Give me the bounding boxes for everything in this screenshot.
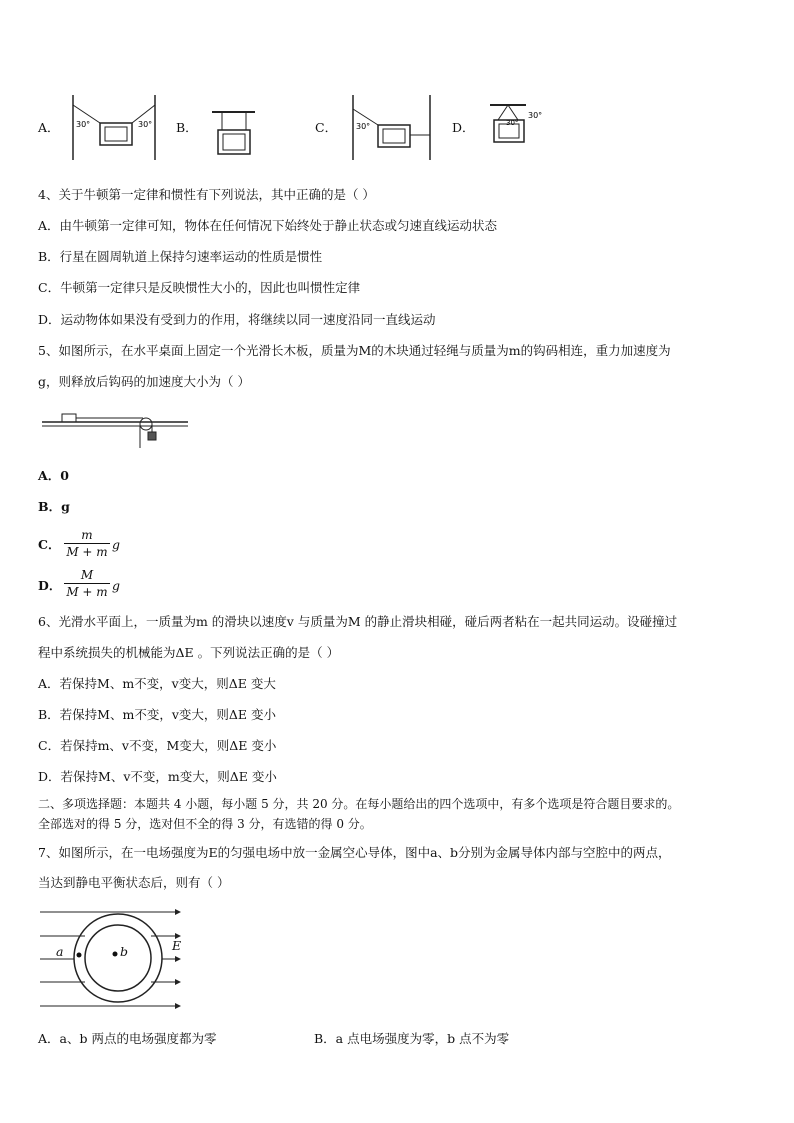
q3-option-d-label: D． <box>452 120 475 135</box>
q5-stem-line1: 5、如图所示，在水平桌面上固定一个光滑长木板，质量为M的木块通过轻绳与质量为m的钩码相连，重力加速度为 <box>38 343 671 358</box>
q5-option-d-label: D． <box>38 578 62 593</box>
q6-option-d: D．若保持M、v不变，m变大，则ΔE 变小 <box>38 769 277 784</box>
q5-option-a: A．0 <box>38 468 69 483</box>
q5-option-c-denominator: M + m <box>66 545 108 559</box>
q5-option-c-g: g <box>112 537 121 552</box>
q5-option-d-denominator: M + m <box>66 585 108 599</box>
svg-text:30°: 30° <box>76 120 91 129</box>
q5-option-d-fraction <box>64 568 110 599</box>
q7-option-b: B．a 点电场强度为零，b 点不为零 <box>314 1031 510 1046</box>
q4-option-d: D．运动物体如果没有受到力的作用，将继续以同一速度沿同一直线运动 <box>38 312 436 327</box>
q6-option-a: A．若保持M、m不变，v变大，则ΔE 变大 <box>38 676 276 691</box>
q6-option-b: B．若保持M、m不变，v变大，则ΔE 变小 <box>38 707 277 722</box>
q7-figure-label-e: E <box>172 938 182 953</box>
q3-figure-b <box>210 110 260 160</box>
q6-stem-line2: 程中系统损失的机械能为ΔE 。下列说法正确的是（ ） <box>38 645 340 660</box>
q5-option-c-numerator: m <box>81 528 93 542</box>
svg-text:30°: 30° <box>506 119 519 127</box>
q3-option-c-label: C． <box>315 120 338 135</box>
q4-option-a: A．由牛顿第一定律可知，物体在任何情况下始终处于静止状态或匀速直线运动状态 <box>38 218 498 233</box>
svg-text:30°: 30° <box>356 122 371 131</box>
q7-figure-label-b: b <box>120 944 129 959</box>
q5-option-c-fraction <box>64 528 110 559</box>
q4-option-c: C．牛顿第一定律只是反映惯性大小的，因此也叫惯性定律 <box>38 280 361 295</box>
q3-figure-c <box>350 95 440 165</box>
q3-option-a-label: A． <box>38 120 60 135</box>
section-2-heading-line2: 全部选对的得 5 分，选对但不全的得 3 分，有选错的得 0 分。 <box>38 817 372 831</box>
section-2-heading-line1: 二、多项选择题：本题共 4 小题，每小题 5 分，共 20 分。在每小题给出的四个选项中，有多个选项是符合题目要求的。 <box>38 797 680 811</box>
q3-option-b-label: B． <box>176 120 198 135</box>
q7-option-a: A．a、b 两点的电场强度都为零 <box>38 1031 217 1046</box>
q5-stem-line2: g，则释放后钩码的加速度大小为（ ） <box>38 374 250 389</box>
q4-stem: 4、关于牛顿第一定律和惯性有下列说法，其中正确的是（ ） <box>38 187 375 202</box>
q3-figure-a <box>70 95 160 165</box>
q5-option-b: B．g <box>38 499 70 514</box>
q5-option-d-g: g <box>112 578 121 593</box>
q5-figure-table-pulley <box>40 408 165 453</box>
q7-stem-line2: 当达到静电平衡状态后，则有（ ） <box>38 875 230 890</box>
q3-figure-d <box>488 100 548 155</box>
svg-text:30°: 30° <box>528 111 543 120</box>
q7-figure-label-a: a <box>56 944 64 959</box>
q5-option-c-label: C． <box>38 537 61 552</box>
svg-text:30°: 30° <box>138 120 153 129</box>
q6-option-c: C．若保持m、v不变，M变大，则ΔE 变小 <box>38 738 277 753</box>
q5-option-d-numerator: M <box>80 568 94 582</box>
q6-stem-line1: 6、光滑水平面上，一质量为m 的滑块以速度v 与质量为M 的静止滑块相碰，碰后两者粘在一起共同运动。设碰撞过 <box>38 614 678 629</box>
q7-stem-line1: 7、如图所示，在一电场强度为E的匀强电场中放一金属空心导体，图中a、b分别为金属导体内部与空腔中的两点， <box>38 845 671 860</box>
q4-option-b: B．行星在圆周轨道上保持匀速率运动的性质是惯性 <box>38 249 323 264</box>
